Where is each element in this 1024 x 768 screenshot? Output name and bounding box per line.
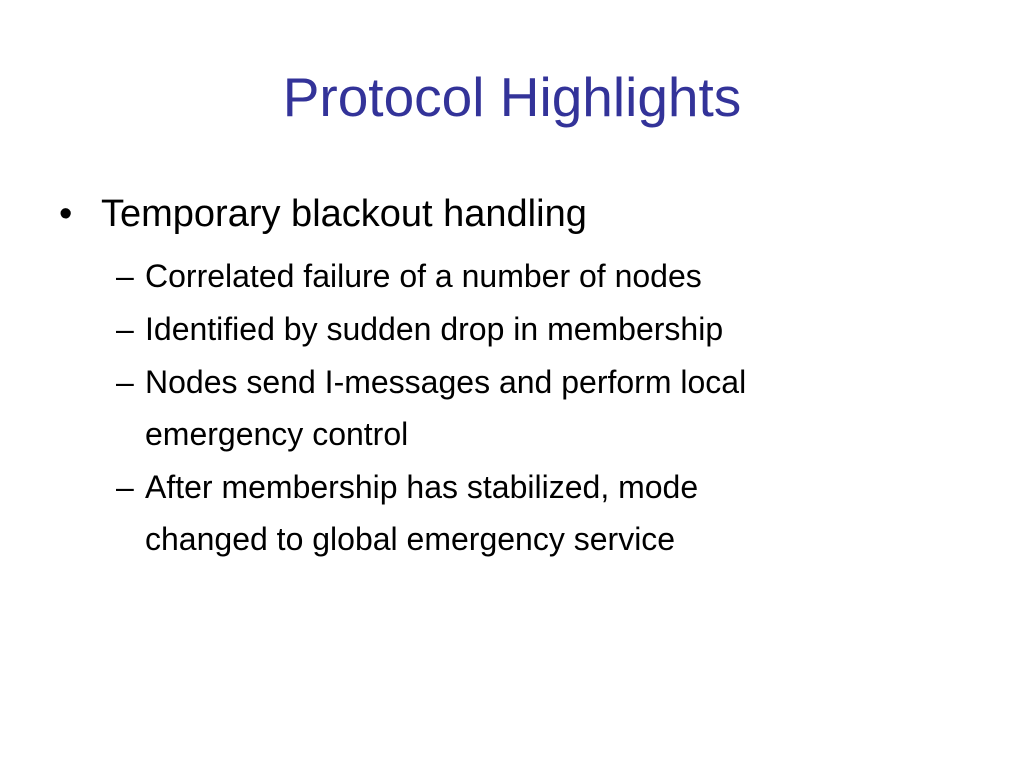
sub-bullet-dash: – [116,258,134,294]
sub-bullet-dash: – [116,469,134,505]
sub-bullet-dash: – [116,311,134,347]
sub-bullet-dash: – [116,364,134,400]
sub-bullet-text: Nodes send I-messages and perform local [145,364,747,400]
sub-bullet-text: Correlated failure of a number of nodes [145,258,702,294]
sub-bullet-text: Identified by sudden drop in membership [145,311,724,347]
sub-bullet-item [116,303,976,355]
sub-bullet-item [116,250,976,302]
sub-bullet-text-continuation: emergency control [145,416,409,452]
sub-bullet-text: After membership has stabilized, mode [145,469,699,505]
sub-bullet-item [116,356,976,460]
slide-title: Protocol Highlights [282,66,742,128]
sub-bullet-list [116,250,976,566]
bullet-text: Temporary blackout handling [101,193,587,235]
sub-bullet-item [116,461,976,565]
sub-bullet-text-continuation: changed to global emergency service [145,521,676,557]
bullet-marker: • [59,193,73,235]
